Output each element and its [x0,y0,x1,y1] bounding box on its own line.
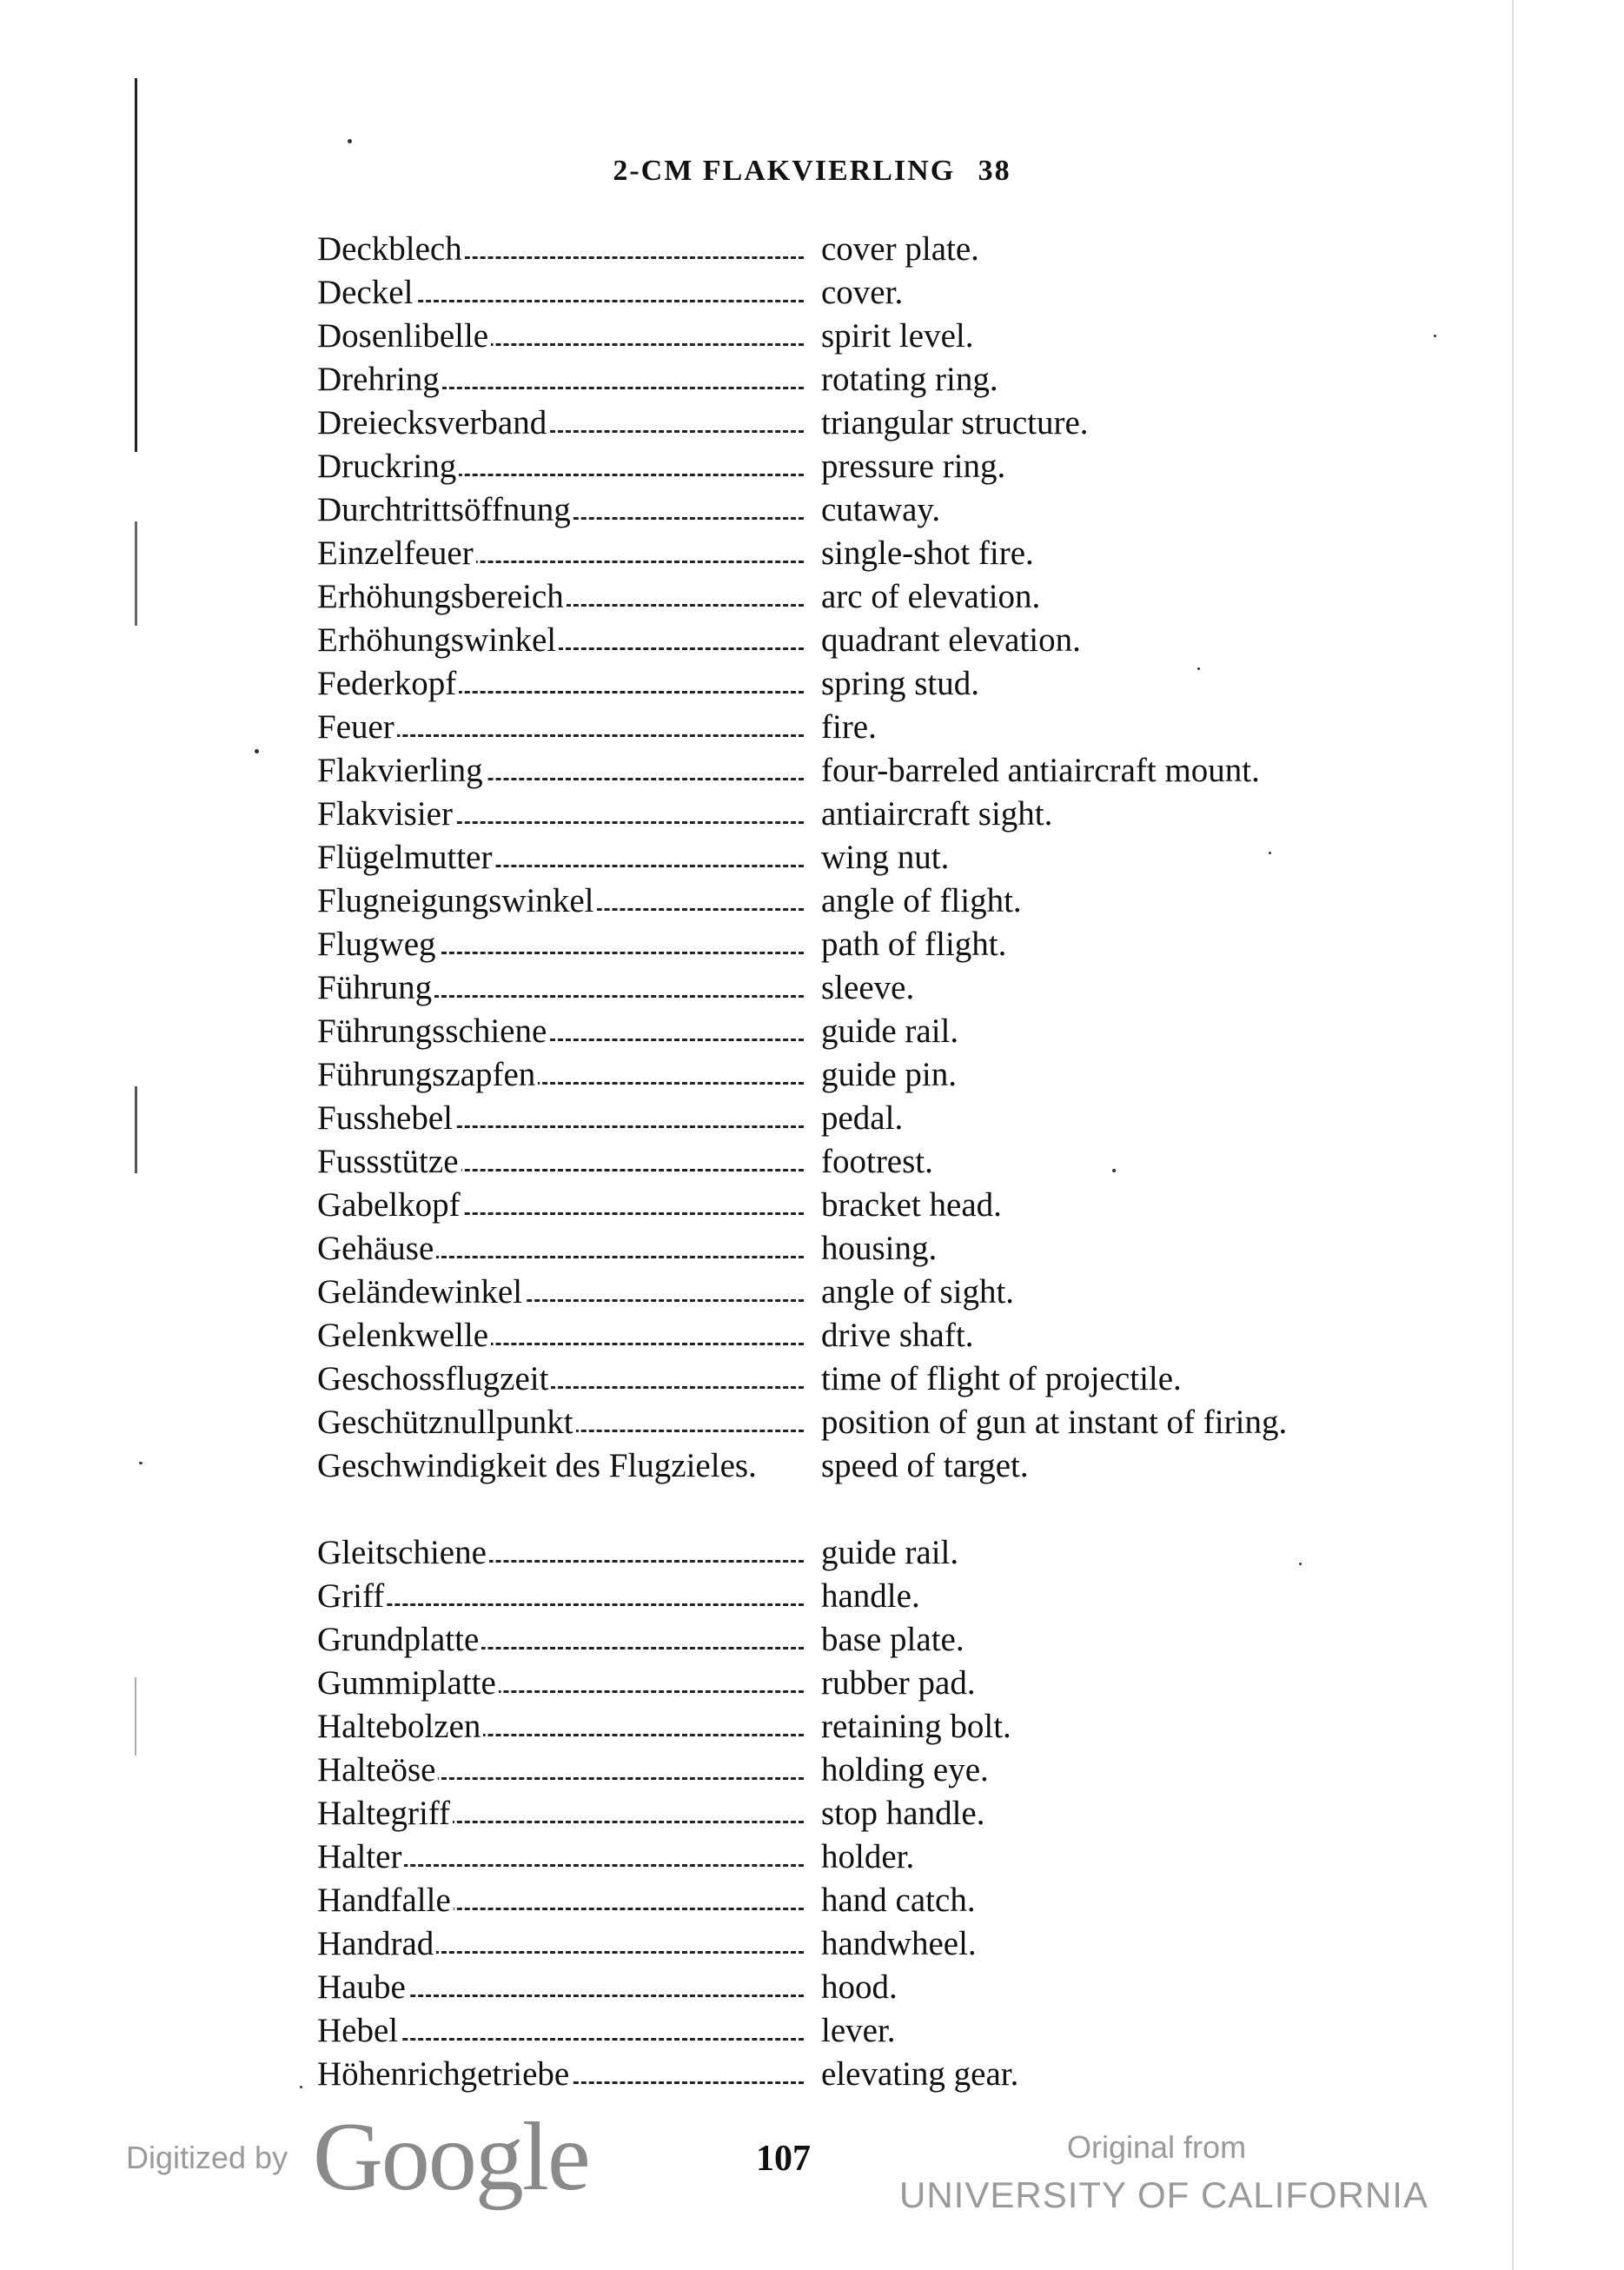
glossary-term-cell [317,1618,804,1662]
english-definition: rotating ring. [821,361,998,398]
german-term: Führungszapfen [317,1056,538,1093]
glossary-term-cell [317,1879,804,1922]
german-term: Fusshebel [317,1099,455,1137]
glossary-entry [317,1053,1412,1097]
glossary-term-cell [317,575,804,619]
english-definition: retaining bolt. [821,1708,1011,1745]
glossary-term-cell [317,271,804,315]
german-term: Flugneigungswinkel [317,882,597,919]
german-term: Flugweg [317,926,439,963]
german-term: Drehring [317,361,442,398]
german-term: Durchtrittsöffnung [317,491,573,528]
english-definition: fire. [821,708,877,746]
glossary-entry [317,836,1412,879]
google-logo: Google [313,2103,589,2211]
glossary-term-cell [317,1184,804,1227]
glossary-entry [317,1097,1412,1140]
glossary-entry [317,271,1412,315]
glossary-term-cell [317,662,804,706]
glossary-term-cell [317,2009,804,2053]
german-term: Höhenrichgetriebe [317,2055,572,2093]
english-definition: guide pin. [821,1056,957,1093]
glossary-entry [317,402,1412,445]
german-term: Gummiplatte [317,1664,499,1702]
english-definition: speed of target. [821,1447,1029,1484]
english-definition: handwheel. [821,1925,977,1962]
glossary-entry [317,532,1412,575]
english-definition: angle of flight. [821,882,1022,919]
english-definition: handle. [821,1577,920,1615]
glossary-term-cell [317,1227,804,1271]
glossary-entry [317,358,1412,402]
glossary-term-cell [317,315,804,358]
english-definition: footrest. [821,1143,933,1180]
glossary-term-cell [317,1401,804,1444]
glossary-entry [317,1618,1412,1662]
english-definition: arc of elevation. [821,578,1041,615]
german-term: Haltebolzen [317,1708,483,1745]
english-definition: elevating gear. [821,2055,1019,2093]
german-term: Einzelfeuer [317,534,476,572]
german-term: Haube [317,1968,408,2006]
german-term: Flakvisier [317,795,455,833]
glossary-term-cell [317,2053,804,2096]
english-definition: guide rail. [821,1534,959,1571]
running-header [0,155,1624,188]
english-definition: spring stud. [821,665,980,702]
german-term: Fussstütze [317,1143,461,1180]
glossary-entry [317,1922,1412,1966]
glossary-entry [317,1357,1412,1401]
english-definition: drive shaft. [821,1317,974,1354]
page-number: 107 [756,2139,811,2179]
glossary-entry [317,1184,1412,1227]
german-term: Geschossflugzeit [317,1360,551,1397]
german-term: Halter [317,1838,404,1875]
glossary-entry [317,1271,1412,1314]
english-definition: position of gun at instant of firing. [821,1404,1288,1441]
glossary-entry [317,228,1412,271]
glossary-list [317,228,1412,2096]
digitized-by-label: Digitized by [126,2140,288,2175]
glossary-entry [317,1444,1412,1531]
english-definition: angle of sight. [821,1273,1015,1311]
glossary-entry [317,1314,1412,1357]
german-term: Dosenlibelle [317,317,491,355]
glossary-term-cell [317,1357,804,1401]
scan-margin-rule [135,1677,136,1756]
german-term: Handrad [317,1925,436,1962]
english-definition: base plate. [821,1621,964,1658]
glossary-entry [317,879,1412,923]
glossary-entry [317,706,1412,749]
english-definition: cover plate. [821,230,979,268]
english-definition: guide rail. [821,1012,959,1050]
glossary-term-cell [317,1575,804,1618]
german-term: Gabelkopf [317,1186,463,1224]
english-definition: hood. [821,1968,898,2006]
glossary-entry [317,749,1412,793]
glossary-term-cell [317,1966,804,2009]
glossary-entry [317,1140,1412,1184]
english-definition: housing. [821,1230,938,1267]
glossary-term-cell [317,619,804,662]
glossary-term-cell [317,749,804,793]
glossary-entry [317,1010,1412,1053]
glossary-entry [317,1879,1412,1922]
scan-speck [1434,335,1436,337]
english-definition: holder. [821,1838,915,1875]
german-term: Geschwindigkeit des Flugzieles. [317,1444,791,1488]
dot-leader [317,1603,804,1606]
glossary-term-cell [317,358,804,402]
german-term: Führungsschiene [317,1012,549,1050]
english-definition: pressure ring. [821,448,1006,485]
english-definition: stop handle. [821,1795,985,1832]
scan-speck [139,1462,143,1464]
glossary-term-cell [317,1792,804,1835]
header-title: 2-CM FLAKVIERLING [613,155,956,187]
english-definition: four-barreled antiaircraft mount. [821,752,1260,789]
german-term: Handfalle [317,1882,454,1919]
glossary-entry [317,1792,1412,1835]
scan-margin-rule [135,1086,137,1173]
english-definition: time of flight of projectile. [821,1360,1182,1397]
glossary-entry [317,1575,1412,1618]
scan-speck [255,749,259,753]
glossary-entry [317,1966,1412,2009]
english-definition: bracket head. [821,1186,1002,1224]
english-definition: cutaway. [821,491,941,528]
english-definition: lever. [821,2012,896,2049]
glossary-term-cell [317,1053,804,1097]
german-term: Hebel [317,2012,401,2049]
german-term: Halteöse [317,1751,438,1789]
english-definition: sleeve. [821,969,915,1006]
english-definition: wing nut. [821,839,950,876]
german-term: Flügelmutter [317,839,494,876]
glossary-entry [317,1835,1412,1879]
glossary-entry [317,445,1412,488]
glossary-term-cell [317,879,804,923]
german-term: Führung [317,969,434,1006]
german-term: Deckel [317,274,415,311]
german-term: Geländewinkel [317,1273,525,1311]
glossary-entry [317,1531,1412,1575]
glossary-term-cell [317,1531,804,1575]
scan-margin-rule [135,521,137,626]
glossary-entry [317,2009,1412,2053]
scan-edge [1512,0,1514,2270]
institution-name: UNIVERSITY OF CALIFORNIA [899,2174,1428,2215]
english-definition: quadrant elevation. [821,621,1081,659]
glossary-entry [317,619,1412,662]
german-term: Gleitschiene [317,1534,489,1571]
glossary-term-cell [317,923,804,966]
german-term: Feuer [317,708,397,746]
english-definition: triangular structure. [821,404,1089,441]
glossary-entry [317,1401,1412,1444]
english-definition: hand catch. [821,1882,976,1919]
glossary-entry [317,1705,1412,1749]
english-definition: holding eye. [821,1751,989,1789]
glossary-term-cell [317,1662,804,1705]
glossary-entry [317,1662,1412,1705]
glossary-term-cell [317,966,804,1010]
glossary-term-cell [317,532,804,575]
english-definition: cover. [821,274,904,311]
glossary-entry [317,315,1412,358]
glossary-term-cell [317,488,804,532]
glossary-entry [317,2053,1412,2096]
german-term: Deckblech [317,230,465,268]
english-definition: rubber pad. [821,1664,976,1702]
scan-margin-rule [135,78,137,452]
glossary-term-cell [317,1097,804,1140]
glossary-term-cell [317,1835,804,1879]
glossary-term-cell [317,836,804,879]
glossary-term-cell [317,1140,804,1184]
glossary-term-cell [317,445,804,488]
glossary-term-cell [317,402,804,445]
glossary-term-cell [317,1444,791,1488]
english-definition: single-shot fire. [821,534,1034,572]
header-number: 38 [978,155,1011,187]
glossary-term-cell [317,1010,804,1053]
german-term: Dreiecksverband [317,404,549,441]
english-definition: spirit level. [821,317,974,355]
glossary-term-cell [317,1705,804,1749]
glossary-term-cell [317,1749,804,1792]
glossary-entry [317,1227,1412,1271]
german-term: Druckring [317,448,459,485]
glossary-term-cell [317,793,804,836]
german-term: Federkopf [317,665,459,702]
glossary-entry [317,662,1412,706]
glossary-term-cell [317,228,804,271]
glossary-term-cell [317,1922,804,1966]
english-definition: antiaircraft sight. [821,795,1053,833]
original-from-label: Original from [1067,2129,1247,2165]
german-term: Erhöhungswinkel [317,621,559,659]
glossary-entry [317,923,1412,966]
german-term: Geschütznullpunkt [317,1404,576,1441]
glossary-entry [317,575,1412,619]
scan-speck [300,2086,302,2088]
glossary-term-cell [317,1314,804,1357]
german-term: Haltegriff [317,1795,453,1832]
german-term: Erhöhungsbereich [317,578,567,615]
german-term: Griff [317,1577,387,1615]
glossary-entry [317,488,1412,532]
english-definition: pedal. [821,1099,904,1137]
german-term: Gehäuse [317,1230,436,1267]
glossary-term-cell [317,706,804,749]
scan-speck [348,139,352,143]
english-definition: path of flight. [821,926,1007,963]
glossary-entry [317,793,1412,836]
glossary-term-cell [317,1271,804,1314]
german-term: Flakvierling [317,752,486,789]
glossary-entry [317,966,1412,1010]
german-term: Gelenkwelle [317,1317,491,1354]
glossary-entry [317,1749,1412,1792]
german-term: Grundplatte [317,1621,481,1658]
